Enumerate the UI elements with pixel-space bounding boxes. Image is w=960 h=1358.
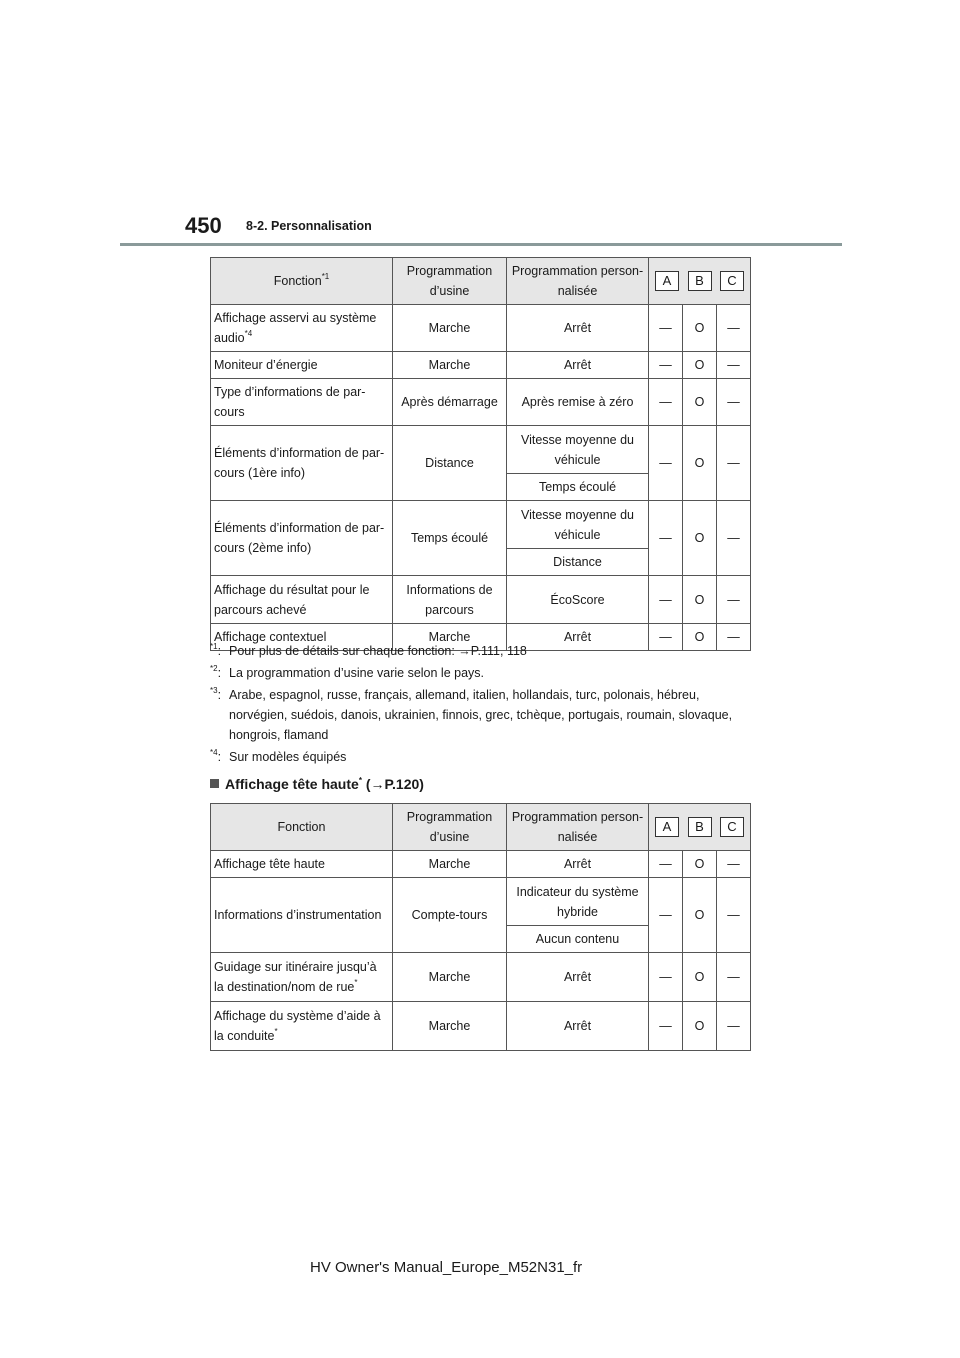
c-cell: — — [717, 851, 751, 878]
custom-option-cell: Distance — [507, 549, 649, 576]
b-cell: O — [683, 878, 717, 953]
function-cell: Affichage asservi au système audio$^{*4}$ — [211, 305, 393, 352]
footnote-key: $^{*2}$: — [210, 664, 222, 680]
table-row — [211, 851, 751, 878]
c-cell: — — [717, 352, 751, 379]
table-row — [211, 576, 751, 624]
factory-cell: Marche — [393, 305, 507, 352]
b-cell: O — [683, 379, 717, 426]
a-cell: — — [649, 352, 683, 379]
b-cell: O — [683, 305, 717, 352]
footnote — [210, 663, 755, 683]
table-row — [211, 501, 751, 549]
function-cell: Moniteur d’énergie — [211, 352, 393, 379]
a-cell: — — [649, 426, 683, 501]
table-row — [211, 426, 751, 474]
custom-cell: Après remise à zéro — [507, 379, 649, 426]
table-row — [211, 1002, 751, 1051]
custom-option-cell: Indicateur du système hybride — [507, 878, 649, 926]
custom-cell: Arrêt — [507, 305, 649, 352]
function-cell: Guidage sur itinéraire jusqu’à la destination/nom de rue* — [211, 953, 393, 1002]
custom-option-cell: Temps écoulé — [507, 474, 649, 501]
function-cell: Affichage tête haute — [211, 851, 393, 878]
column-a-box: A — [655, 271, 679, 291]
b-cell: O — [683, 576, 717, 624]
column-c-box: C — [720, 271, 744, 291]
a-cell: — — [649, 624, 683, 651]
factory-cell: Marche — [393, 624, 507, 651]
b-cell: O — [683, 426, 717, 501]
header-function: Fonction — [211, 804, 393, 851]
c-cell: — — [717, 1002, 751, 1051]
custom-cell: ÉcoScore — [507, 576, 649, 624]
function-cell: Affichage contextuel — [211, 624, 393, 651]
a-cell: — — [649, 305, 683, 352]
footnote — [210, 685, 755, 745]
custom-option-cell: Vitesse moyenne du véhicule — [507, 426, 649, 474]
factory-cell: Informations de parcours — [393, 576, 507, 624]
function-cell: Éléments d’information de par- cours (1ère info) — [211, 426, 393, 501]
customization-table-1 — [210, 257, 751, 651]
table-row — [211, 352, 751, 379]
factory-cell: Après démarrage — [393, 379, 507, 426]
footnote-text: Arabe, espagnol, russe, français, allemand, italien, hollandais, turc, polonais, hébreu, norvégien, suédois, danois, ukrainien, finnois, grec, tchèque, portugais, roumain, slovaque, hongrois, flamand — [229, 688, 733, 742]
table-row — [211, 379, 751, 426]
factory-cell: Marche — [393, 352, 507, 379]
footnote-text: Pour plus de détails sur chaque fonction: →P.111, 118 — [229, 644, 527, 658]
footnote-text: Sur modèles équipés — [229, 750, 347, 764]
function-cell: Type d’informations de par- cours — [211, 379, 393, 426]
table-row — [211, 953, 751, 1002]
column-b-box: B — [688, 817, 712, 837]
b-cell: O — [683, 851, 717, 878]
custom-cell: Arrêt — [507, 1002, 649, 1051]
header-abc — [649, 804, 751, 851]
table-row — [211, 878, 751, 926]
subheading-head-up-display: Affichage tête haute* (→P.120) — [210, 776, 424, 792]
a-cell: — — [649, 501, 683, 576]
page-reference: (→P.120) — [365, 776, 424, 792]
factory-cell: Marche — [393, 1002, 507, 1051]
table-header-row — [211, 804, 751, 851]
a-cell: — — [649, 379, 683, 426]
b-cell: O — [683, 501, 717, 576]
c-cell: — — [717, 878, 751, 953]
b-cell: O — [683, 352, 717, 379]
factory-cell: Compte-tours — [393, 878, 507, 953]
custom-cell: Arrêt — [507, 624, 649, 651]
a-cell: — — [649, 1002, 683, 1051]
a-cell: — — [649, 878, 683, 953]
function-cell: Éléments d’information de par- cours (2ème info) — [211, 501, 393, 576]
b-cell: O — [683, 953, 717, 1002]
factory-cell: Marche — [393, 953, 507, 1002]
custom-option-cell: Vitesse moyenne du véhicule — [507, 501, 649, 549]
customization-table-2 — [210, 803, 751, 1051]
factory-cell: Temps écoulé — [393, 501, 507, 576]
factory-cell: Marche — [393, 851, 507, 878]
a-cell: — — [649, 576, 683, 624]
c-cell: — — [717, 624, 751, 651]
custom-option-cell: Aucun contenu — [507, 926, 649, 953]
custom-cell: Arrêt — [507, 851, 649, 878]
a-cell: — — [649, 953, 683, 1002]
custom-cell: Arrêt — [507, 953, 649, 1002]
c-cell: — — [717, 379, 751, 426]
column-b-box: B — [688, 271, 712, 291]
c-cell: — — [717, 426, 751, 501]
table-header-row — [211, 258, 751, 305]
footnote — [210, 747, 755, 767]
b-cell: O — [683, 624, 717, 651]
header-function: Fonction$^{*1}$ — [211, 258, 393, 305]
column-c-box: C — [720, 817, 744, 837]
function-cell: Affichage du résultat pour le parcours achevé — [211, 576, 393, 624]
factory-cell: Distance — [393, 426, 507, 501]
function-cell: Informations d’instrumentation — [211, 878, 393, 953]
footnote-key: $^{*3}$: — [210, 686, 222, 702]
c-cell: — — [717, 576, 751, 624]
c-cell: — — [717, 953, 751, 1002]
b-cell: O — [683, 1002, 717, 1051]
square-bullet-icon — [210, 779, 219, 788]
footnote-text: La programmation d’usine varie selon le pays. — [229, 666, 484, 680]
c-cell: — — [717, 305, 751, 352]
footnote — [210, 641, 755, 661]
header-factory: Programmation d’usine — [393, 804, 507, 851]
a-cell: — — [649, 851, 683, 878]
header-rule — [120, 243, 842, 246]
header-custom: Programmation person- nalisée — [507, 804, 649, 851]
footnote-key: $^{*4}$: — [210, 748, 222, 764]
function-cell: Affichage du système d’aide à la conduite* — [211, 1002, 393, 1051]
custom-cell: Arrêt — [507, 352, 649, 379]
footer-manual-id: HV Owner's Manual_Europe_M52N31_fr — [310, 1259, 583, 1276]
table-row — [211, 305, 751, 352]
c-cell: — — [717, 501, 751, 576]
header-custom: Programmation person- nalisée — [507, 258, 649, 305]
footnote-key: $^{*1}$: — [210, 642, 222, 658]
page-number: 450 — [185, 213, 222, 238]
section-title: 8-2. Personnalisation — [246, 219, 372, 233]
column-a-box: A — [655, 817, 679, 837]
header-abc — [649, 258, 751, 305]
header-factory: Programmation d’usine — [393, 258, 507, 305]
footnotes — [210, 641, 755, 769]
